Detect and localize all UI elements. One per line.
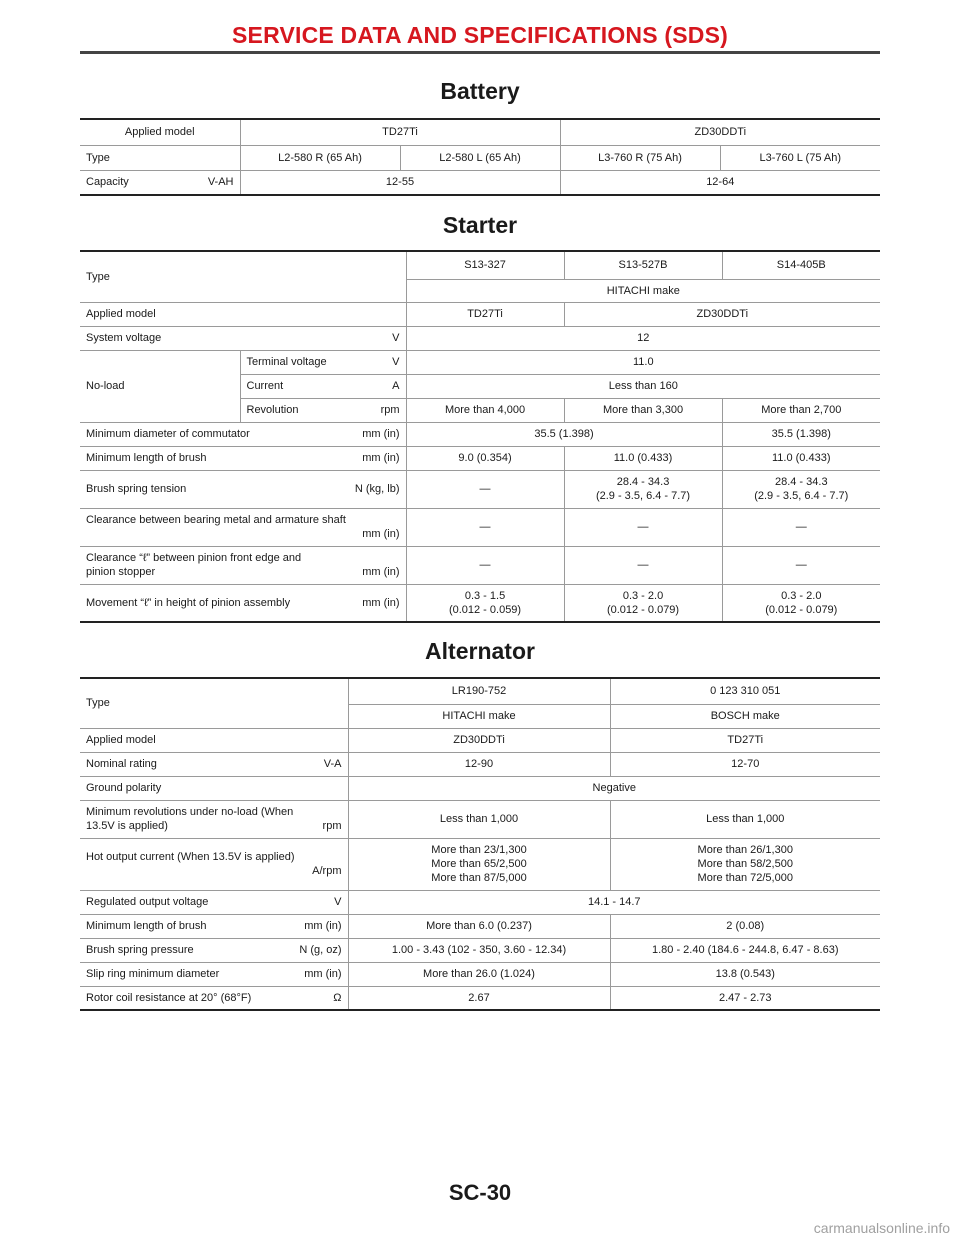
slip-ring-unit: mm (in) — [304, 968, 342, 980]
page-number: SC-30 — [448, 1180, 512, 1205]
brush-tension-label: Brush spring tension — [86, 483, 187, 495]
starter-type-value: S13-327 — [406, 251, 564, 279]
nominal-rating-value: 12-90 — [348, 752, 610, 776]
table-row — [80, 251, 880, 279]
hot-output-label: Hot output current (When 13.5V is applied) — [86, 851, 295, 863]
pinion-clearance-label: Clearance “ℓ” between pinion front edge and — [86, 552, 302, 564]
commutator-value: 35.5 (1.398) — [406, 422, 722, 446]
slip-ring-value: More than 26.0 (1.024) — [348, 962, 610, 986]
alternator-type-value: 0 123 310 051 — [610, 678, 880, 704]
table-row — [80, 678, 880, 704]
revolution-label: Revolution — [246, 404, 299, 416]
battery-title: Battery — [440, 78, 520, 104]
revolution-label-cell — [240, 398, 406, 422]
alternator-title: Alternator — [425, 638, 535, 664]
terminal-voltage-value: 11.0 — [406, 350, 880, 374]
nominal-rating-value: 12-70 — [610, 752, 880, 776]
battery-type-value: L3-760 R (75 Ah) — [560, 145, 720, 170]
alternator-brush-length-unit: mm (in) — [304, 920, 342, 932]
alternator-brush-length-value: 2 (0.08) — [610, 914, 880, 938]
starter-brush-length-value: 11.0 (0.433) — [722, 446, 880, 470]
alternator-make: BOSCH make — [610, 704, 880, 728]
min-revolutions-unit: rpm — [322, 820, 342, 832]
brush-pressure-value: 1.00 - 3.43 (102 - 350, 3.60 - 12.34) — [348, 938, 610, 962]
system-voltage-label-cell — [80, 326, 406, 350]
rotor-coil-value: 2.47 - 2.73 — [610, 986, 880, 1010]
starter-title: Starter — [442, 212, 518, 238]
min-revolutions-label-cell — [80, 800, 348, 838]
battery-type-label: Type — [80, 145, 240, 170]
pinion-clearance-label-cell — [80, 546, 406, 584]
starter-type-label: Type — [80, 251, 406, 302]
label-row — [247, 355, 400, 369]
table-row — [80, 776, 880, 800]
nominal-rating-label: Nominal rating — [86, 758, 157, 770]
bearing-clearance-value: — — [722, 508, 880, 546]
commutator-unit: mm (in) — [362, 428, 400, 440]
current-label-cell — [240, 374, 406, 398]
brush-tension-value: 28.4 - 34.3 (2.9 - 3.5, 6.4 - 7.7) — [564, 470, 722, 508]
table-row — [80, 584, 880, 622]
hot-output-label-cell — [80, 838, 348, 890]
starter-brush-length-unit: mm (in) — [362, 452, 400, 464]
bearing-clearance-label: Clearance between bearing metal and armature shaft — [86, 514, 346, 526]
table-row — [80, 508, 880, 546]
starter-type-value: S13-527B — [564, 251, 722, 279]
table-row — [80, 962, 880, 986]
label-row — [86, 943, 342, 957]
terminal-voltage-label-cell — [240, 350, 406, 374]
bearing-clearance-value: — — [564, 508, 722, 546]
label-row — [86, 991, 342, 1005]
movement-label-cell — [80, 584, 406, 622]
label-row — [86, 967, 342, 981]
brush-pressure-unit: N (g, oz) — [299, 944, 342, 956]
starter-make: HITACHI make — [406, 279, 880, 302]
rotor-coil-label: Rotor coil resistance at 20° (68°F) — [86, 991, 252, 1004]
table-row — [80, 145, 880, 170]
alternator-applied-model-value: TD27Ti — [610, 728, 880, 752]
alternator-make: HITACHI make — [348, 704, 610, 728]
nominal-rating-label-cell — [80, 752, 348, 776]
pinion-clearance-unit: mm (in) — [362, 566, 400, 578]
battery-capacity-label: Capacity — [86, 176, 129, 189]
table-row — [80, 326, 880, 350]
commutator-value: 35.5 (1.398) — [722, 422, 880, 446]
brush-tension-unit: N (kg, lb) — [354, 483, 400, 495]
label-row — [247, 379, 400, 393]
label-row — [86, 175, 234, 189]
commutator-label: Minimum diameter of commutator — [86, 428, 250, 440]
starter-applied-model-td27ti: TD27Ti — [406, 302, 564, 326]
table-row — [80, 446, 880, 470]
min-revolutions-label: Minimum revolutions under no-load (When — [86, 806, 294, 818]
label-row — [86, 919, 342, 933]
alternator-brush-length-label: Minimum length of brush — [86, 920, 207, 932]
slip-ring-value: 13.8 (0.543) — [610, 962, 880, 986]
pinion-clearance-value: — — [406, 546, 564, 584]
alternator-applied-model-label: Applied model — [80, 728, 348, 752]
no-load-label: No-load — [80, 350, 240, 422]
revolution-value: More than 2,700 — [722, 398, 880, 422]
regulated-voltage-label: Regulated output voltage — [86, 896, 209, 908]
page-header-title: SERVICE DATA AND SPECIFICATIONS (SDS) — [232, 22, 728, 48]
hot-output-value: More than 23/1,300 More than 65/2,500 More than 87/5,000 — [348, 838, 610, 890]
battery-applied-model-zd30ddti: ZD30DDTi — [560, 119, 880, 145]
bearing-clearance-label-cell — [80, 508, 406, 546]
battery-table — [80, 118, 880, 196]
revolution-value: More than 3,300 — [564, 398, 722, 422]
starter-applied-model-label: Applied model — [80, 302, 406, 326]
nominal-rating-unit: V-A — [323, 758, 342, 770]
revolution-unit: rpm — [380, 404, 400, 416]
system-voltage-label: System voltage — [86, 332, 162, 344]
table-row — [80, 422, 880, 446]
label-row — [86, 596, 400, 610]
current-value: Less than 160 — [406, 374, 880, 398]
starter-brush-length-label: Minimum length of brush — [86, 452, 207, 464]
slip-ring-label-cell — [80, 962, 348, 986]
system-voltage-value: 12 — [406, 326, 880, 350]
current-label: Current — [246, 380, 284, 392]
movement-value: 0.3 - 2.0 (0.012 - 0.079) — [564, 584, 722, 622]
movement-value: 0.3 - 1.5 (0.012 - 0.059) — [406, 584, 564, 622]
header-rule — [80, 51, 880, 54]
regulated-voltage-label-cell — [80, 890, 348, 914]
min-revolutions-value: Less than 1,000 — [610, 800, 880, 838]
terminal-voltage-label: Terminal voltage — [246, 356, 327, 368]
brush-pressure-label: Brush spring pressure — [86, 944, 194, 956]
battery-applied-model-label: Applied model — [80, 119, 240, 145]
movement-label: Movement “ℓ” in height of pinion assembly — [86, 596, 291, 609]
table-row — [80, 302, 880, 326]
table-row — [80, 938, 880, 962]
starter-brush-length-value: 9.0 (0.354) — [406, 446, 564, 470]
table-row — [80, 546, 880, 584]
table-row — [80, 752, 880, 776]
bearing-clearance-unit: mm (in) — [362, 528, 400, 540]
label-row — [86, 427, 400, 441]
label-row — [86, 331, 400, 345]
alternator-applied-model-value: ZD30DDTi — [348, 728, 610, 752]
starter-brush-length-label-cell — [80, 446, 406, 470]
pinion-clearance-value: — — [564, 546, 722, 584]
label-row — [86, 819, 342, 833]
revolution-value: More than 4,000 — [406, 398, 564, 422]
battery-type-value: L2-580 R (65 Ah) — [240, 145, 400, 170]
table-row — [80, 470, 880, 508]
watermark: carmanualsonline.info — [813, 1220, 950, 1236]
table-row — [80, 170, 880, 195]
battery-capacity-zd30ddti: 12-64 — [560, 170, 880, 195]
alternator-brush-length-value: More than 6.0 (0.237) — [348, 914, 610, 938]
label-row — [86, 451, 400, 465]
pinion-clearance-value: — — [722, 546, 880, 584]
ground-polarity-label: Ground polarity — [80, 776, 348, 800]
label-row — [247, 403, 400, 417]
brush-pressure-value: 1.80 - 2.40 (184.6 - 244.8, 6.47 - 8.63) — [610, 938, 880, 962]
label-row — [86, 895, 342, 909]
table-row — [80, 119, 880, 145]
starter-table — [80, 250, 880, 623]
brush-tension-value: — — [406, 470, 564, 508]
alternator-type-value: LR190-752 — [348, 678, 610, 704]
pinion-clearance-label-2: pinion stopper — [86, 566, 156, 578]
label-row — [86, 482, 400, 496]
table-row — [80, 728, 880, 752]
hot-output-unit: A/rpm — [312, 865, 342, 877]
bearing-clearance-value: — — [406, 508, 564, 546]
slip-ring-label: Slip ring minimum diameter — [86, 968, 220, 980]
battery-type-value: L2-580 L (65 Ah) — [400, 145, 560, 170]
label-row — [86, 565, 400, 579]
commutator-label-cell — [80, 422, 406, 446]
battery-capacity-label-cell — [80, 170, 240, 195]
label-row — [86, 757, 342, 771]
rotor-coil-unit: Ω — [333, 991, 342, 1004]
starter-applied-model-zd30ddti: ZD30DDTi — [564, 302, 880, 326]
rotor-coil-value: 2.67 — [348, 986, 610, 1010]
movement-value: 0.3 - 2.0 (0.012 - 0.079) — [722, 584, 880, 622]
table-row — [80, 800, 880, 838]
table-row — [80, 350, 880, 374]
table-row — [80, 986, 880, 1010]
min-revolutions-value: Less than 1,000 — [348, 800, 610, 838]
hot-output-value: More than 26/1,300 More than 58/2,500 More than 72/5,000 — [610, 838, 880, 890]
starter-type-value: S14-405B — [722, 251, 880, 279]
ground-polarity-value: Negative — [348, 776, 880, 800]
alternator-type-label: Type — [80, 678, 348, 728]
alternator-brush-length-label-cell — [80, 914, 348, 938]
brush-pressure-label-cell — [80, 938, 348, 962]
rotor-coil-label-cell — [80, 986, 348, 1010]
brush-tension-value: 28.4 - 34.3 (2.9 - 3.5, 6.4 - 7.7) — [722, 470, 880, 508]
table-row — [80, 914, 880, 938]
table-row — [80, 838, 880, 890]
current-unit: A — [392, 380, 400, 392]
regulated-voltage-value: 14.1 - 14.7 — [348, 890, 880, 914]
table-row — [80, 890, 880, 914]
battery-capacity-unit: V-AH — [207, 176, 234, 189]
starter-brush-length-value: 11.0 (0.433) — [564, 446, 722, 470]
movement-unit: mm (in) — [362, 596, 400, 609]
terminal-voltage-unit: V — [392, 356, 400, 368]
regulated-voltage-unit: V — [334, 896, 342, 908]
battery-applied-model-td27ti: TD27Ti — [240, 119, 560, 145]
system-voltage-unit: V — [392, 332, 400, 344]
brush-tension-label-cell — [80, 470, 406, 508]
alternator-table — [80, 677, 880, 1011]
battery-capacity-td27ti: 12-55 — [240, 170, 560, 195]
battery-type-value: L3-760 L (75 Ah) — [720, 145, 880, 170]
min-revolutions-label-2: 13.5V is applied) — [86, 820, 168, 832]
